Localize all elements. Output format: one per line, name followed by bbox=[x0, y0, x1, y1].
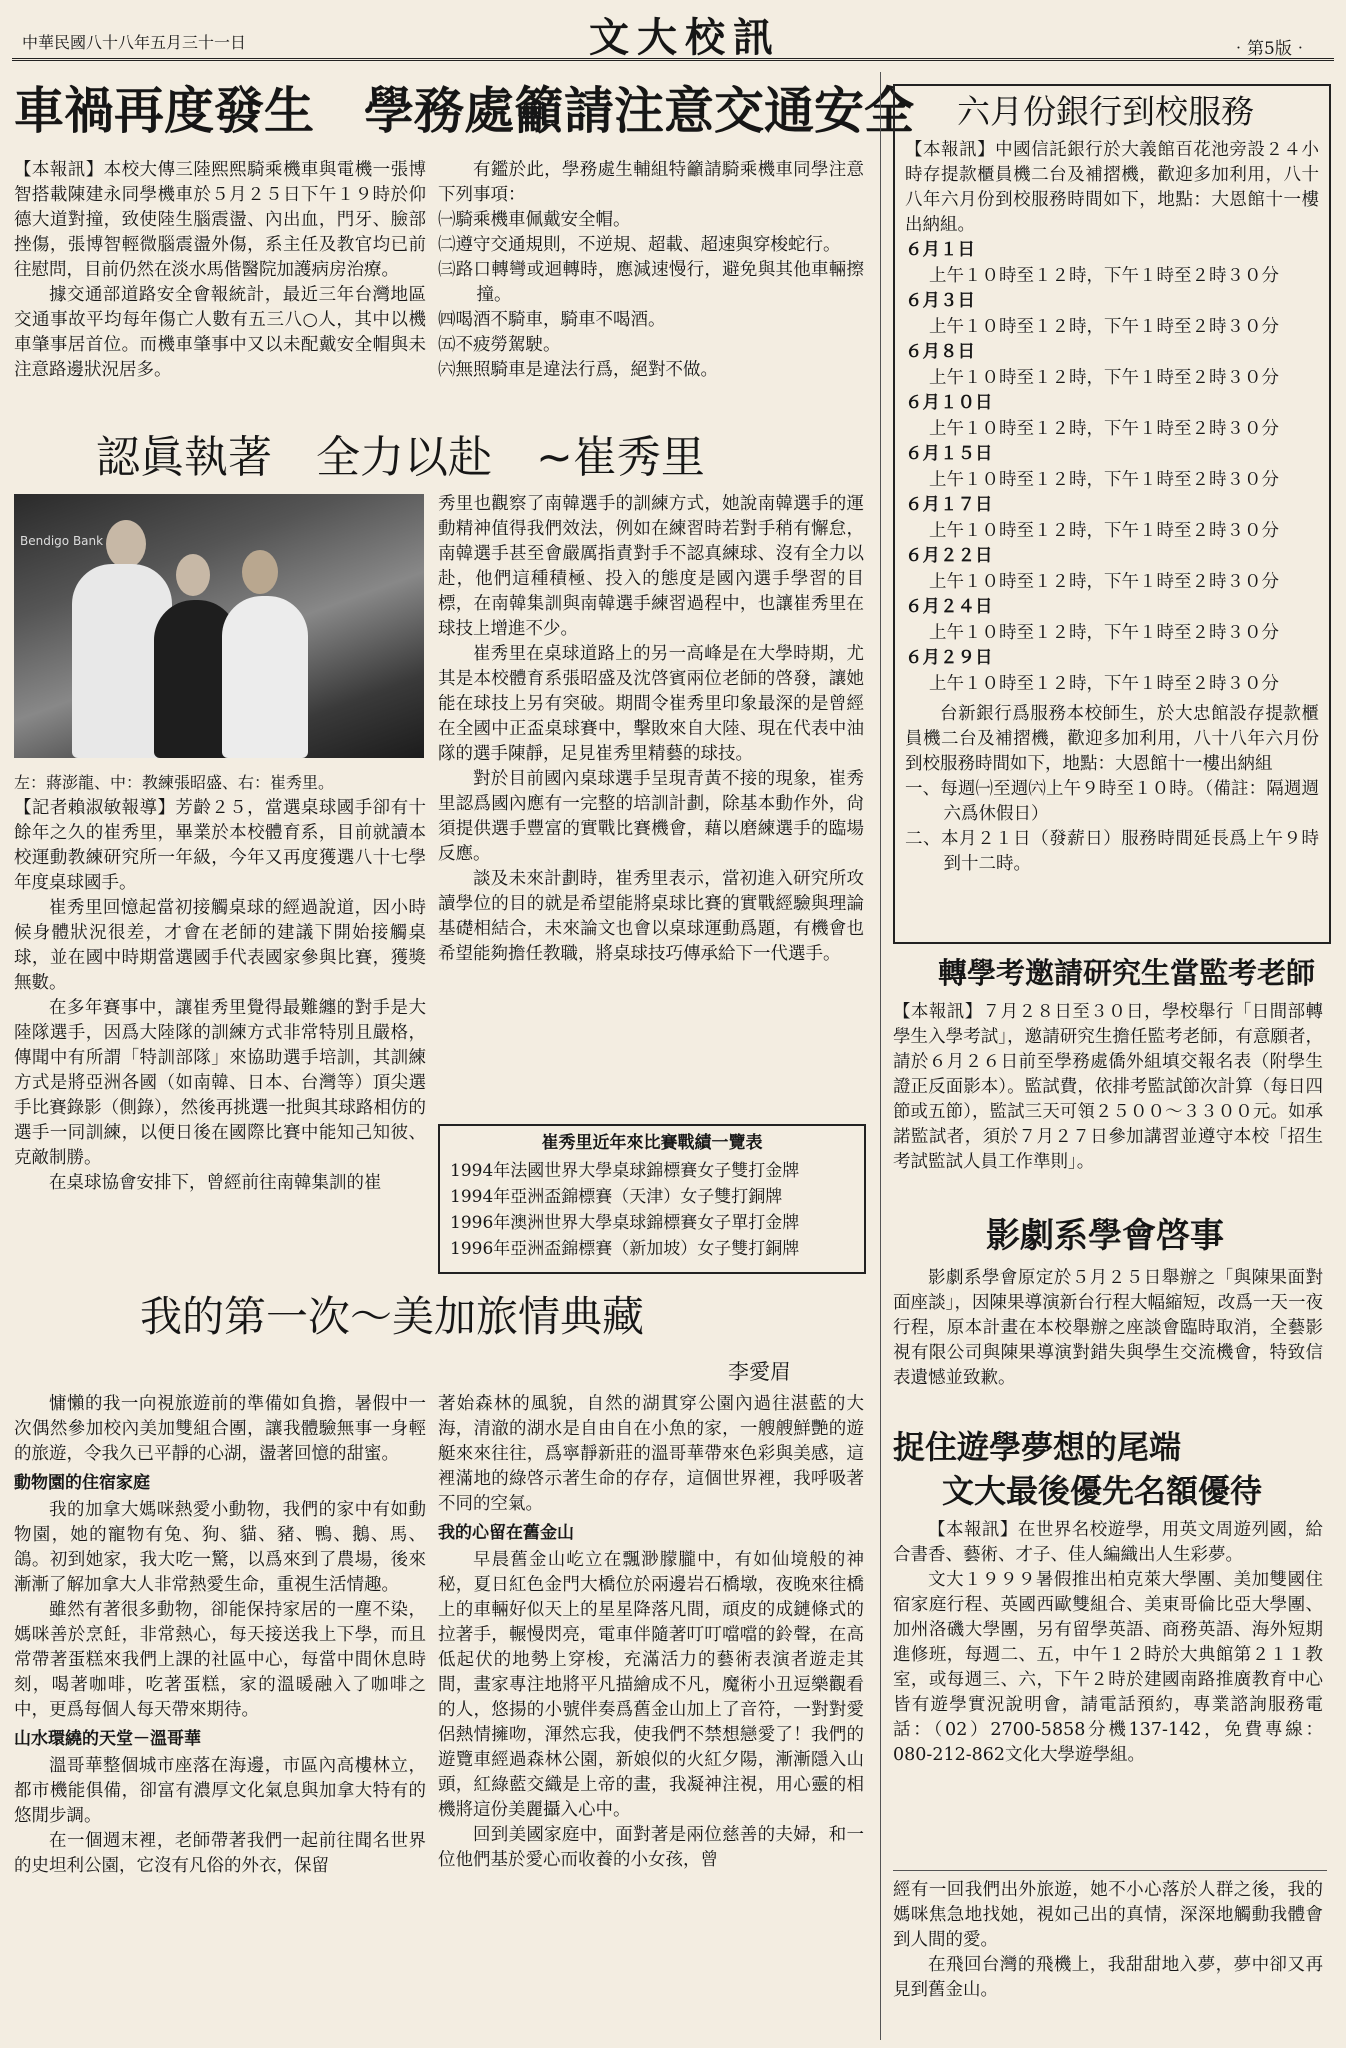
table-tennis-players-photo bbox=[14, 494, 424, 758]
cui-paragraph: 在多年賽事中，讓崔秀里覺得最難纏的對手是大陸隊選手，因爲大陸隊的訓練方式非常特別且嚴格，傳聞中有所謂「特訓部隊」來協助選手培訓，其訓練方式是將亞洲各國（如南韓、日本、台灣等）頂尖選手比賽錄影（側錄），然後再挑選一批與其球路相仿的選手一同訓練，以便日後在國際比賽中能知己知彼、克敵制勝。 bbox=[14, 998, 426, 1168]
schedule-time: 上午１０時至１２時，下午１時至２時３０分 bbox=[929, 469, 1279, 490]
travel-subheading: 我的心留在舊金山 bbox=[438, 1523, 574, 1543]
travel-paragraph: 我的加拿大媽咪熱愛小動物，我們的家中有如動物園，她的寵物有兔、狗、貓、豬、鴨、鵝、馬、鴿。初到她家，我大吃一驚，以爲來到了農場，後來漸漸了解加拿大人非常熱愛生命，重視生活情趣。 bbox=[14, 1500, 426, 1595]
schedule-time: 上午１０時至１２時，下午１時至２時３０分 bbox=[929, 316, 1279, 337]
cui-column-2 bbox=[438, 492, 864, 967]
travel-paragraph: 回到美國家庭中，面對著是兩位慈善的夫婦，和一位他們基於愛心而收養的小女孩，曾 bbox=[438, 1825, 864, 1870]
cui-paragraph: 在桌球協會安排下，曾經前往南韓集訓的崔 bbox=[49, 1173, 382, 1193]
study-paragraph: 文大１９９９暑假推出柏克萊大學團、美加雙國住宿家庭行程、英國西歐雙組合、美東哥倫比亞大學團、加州洛磯大學團，另有留學英語、商務英語、海外短期進修班，每週二、五，中午１２時於大典館第２１１教室，或每週三、六，下午２時於建國南路推廣教育中心皆有遊學實況說明會，請電話預約，專業諮詢服務電話：（02）2700-5858分機137-142，免費專線：080-212-862文化大學遊學組。 bbox=[893, 1570, 1323, 1765]
traffic-paragraph: 據交通部道路安全會報統計，最近三年台灣地區交通事故平均每年傷亡人數有五三八○人，其中以機車肇事居首位。而機車肇事中又以未配戴安全帽與未注意路邊狀況居多。 bbox=[14, 285, 426, 380]
proctor-text: 【本報訊】７月２８日至３０日，學校舉行「日間部轉學生入學考試」，邀請研究生擔任監考老師，有意願者，請於６月２６日前至學務處僑外組填交報名表（附學生證正反面影本）。監試費，依排考監試節次計算（每日四節或五節），監試三天可領２５００～３３００元。如承諾監試者，須於７月２７日參加講習並遵守本校「招生考試監試人員工作準則」。 bbox=[893, 1002, 1323, 1172]
drama-headline: 影劇系學會啓事 bbox=[986, 1216, 1224, 1256]
study-paragraph: 【本報訊】在世界名校遊學，用英文周遊列國，給合書香、藝術、才子、佳人編織出人生彩夢。 bbox=[893, 1520, 1323, 1565]
photo-banner-text: Bendigo Bank bbox=[20, 534, 104, 548]
cui-paragraph: 秀里也觀察了南韓選手的訓練方式，她說南韓選手的運動精神值得我們效法，例如在練習時若對手稍有懈怠，南韓選手甚至會嚴厲指責對手不認真練球、沒有全力以赴，他們這種積極、投入的態度是國內選手學習的目標，在南韓集訓與南韓選手練習過程中，也讓崔秀里在球技上增進不少。 bbox=[438, 494, 864, 639]
column-divider bbox=[880, 72, 881, 2040]
travel-column-1 bbox=[14, 1392, 426, 1879]
travel-column-3 bbox=[893, 1878, 1323, 2003]
record-item: 1994年法國世界大學桌球錦標賽女子雙打金牌 bbox=[450, 1161, 800, 1181]
schedule-date: ６月１０日 bbox=[905, 393, 993, 413]
travel-paragraph: 著始森林的風貌，自然的湖貫穿公園內過往湛藍的大海，清澈的湖水是自由自在小魚的家，一艘艘鮮艷的遊艇來來往往，爲寧靜新莊的溫哥華帶來色彩與美感，這裡滿地的綠啓示著生命的存存，這個世界裡，我呼吸著不同的空氣。 bbox=[438, 1394, 864, 1514]
traffic-column-2 bbox=[438, 158, 864, 383]
study-headline-2: 文大最後優先名額優待 bbox=[942, 1472, 1263, 1510]
player-right-head bbox=[242, 550, 278, 594]
study-headline-1: 捉住遊學夢想的尾端 bbox=[893, 1428, 1182, 1466]
drama-body bbox=[893, 1266, 1323, 1391]
travel-paragraph: 在飛回台灣的飛機上，我甜甜地入夢，夢中卻又再見到舊金山。 bbox=[893, 1955, 1323, 2000]
traffic-rule-item: ㈣喝酒不騎車，騎車不喝酒。 bbox=[438, 310, 666, 330]
record-item: 1994年亞洲盃錦標賽（天津）女子雙打銅牌 bbox=[450, 1187, 783, 1207]
schedule-time: 上午１０時至１２時，下午１時至２時３０分 bbox=[929, 571, 1279, 592]
schedule-time: 上午１０時至１２時，下午１時至２時３０分 bbox=[929, 265, 1279, 286]
schedule-date: ６月２９日 bbox=[905, 648, 993, 668]
traffic-rule-item: ㈢路口轉彎或迴轉時，應減速慢行，避免與其他車輛擦撞。 bbox=[438, 260, 864, 305]
schedule-time: 上午１０時至１２時，下午１時至２時３０分 bbox=[929, 418, 1279, 439]
section-divider bbox=[893, 1870, 1327, 1871]
cui-headline: 認眞執著 全力以赴 ~崔秀里 bbox=[96, 432, 705, 483]
schedule-date: ６月１５日 bbox=[905, 444, 993, 464]
schedule-date: ６月１７日 bbox=[905, 495, 993, 515]
bank-intro bbox=[905, 138, 1319, 238]
travel-paragraph: 在一個週末裡，老師帶著我們一起前往聞名世界的史坦利公園，它沒有凡俗的外衣，保留 bbox=[14, 1831, 426, 1876]
player-left-head bbox=[106, 520, 146, 568]
traffic-column-1 bbox=[14, 158, 426, 383]
photo-caption: 左：蔣澎龍、中：教練張昭盛、右：崔秀里。 bbox=[14, 773, 335, 792]
player-right-figure bbox=[222, 596, 308, 758]
schedule-date: ６月２４日 bbox=[905, 597, 993, 617]
traffic-paragraph: 【本報訊】本校大傳三陸熙熙騎乘機車與電機一張博智搭載陳建永同學機車於５月２５日下午１９時於仰德大道對撞，致使陸生腦震盪、內出血，門牙、臉部挫傷，張博智輕微腦震盪外傷，系主任及教官均已前往慰問，目前仍然在淡水馬偕醫院加護病房治療。 bbox=[14, 160, 426, 280]
bank-second-notice bbox=[905, 702, 1319, 877]
travel-paragraph: 經有一回我們出外旅遊，她不小心落於人群之後，我的媽咪焦急地找她，視如己出的真情，深深地觸動我體會到人間的愛。 bbox=[893, 1880, 1323, 1950]
schedule-time: 上午１０時至１２時，下午１時至２時３０分 bbox=[929, 673, 1279, 694]
schedule-date: ６月２２日 bbox=[905, 546, 993, 566]
proctor-body bbox=[893, 1000, 1323, 1175]
bank-second-text: 台新銀行爲服務本校師生，於大忠館設存提款櫃員機二台及補摺機，歡迎多加利用，八十八年六月份到校服務時間如下，地點：大恩館十一樓出納組 bbox=[905, 704, 1319, 774]
travel-paragraph: 溫哥華整個城市座落在海邊，市區內高樓林立，都市機能俱備，卻富有濃厚文化氣息與加拿大特有的悠閒步調。 bbox=[14, 1756, 426, 1826]
bank-note: 二、本月２１日（發薪日）服務時間延長爲上午９時到十二時。 bbox=[905, 829, 1319, 874]
bank-note: 一、每週㈠至週㈥上午９時至１０時。（備註：隔週週六爲休假日） bbox=[905, 779, 1319, 824]
page-number: ‧第5版‧ bbox=[1230, 39, 1309, 59]
cui-paragraph: 談及未來計劃時，崔秀里表示，當初進入研究所攻讀學位的目的就是希望能將桌球比賽的實戰經驗與理論基礎相結合，未來論文也會以桌球運動爲題，有機會也希望能夠擔任教職，將桌球技巧傳承給下一代選手。 bbox=[438, 869, 864, 964]
traffic-intro: 有鑑於此，學務處生輔組特籲請騎乘機車同學注意下列事項： bbox=[438, 160, 864, 205]
record-box-title: 崔秀里近年來比賽戰績一覽表 bbox=[541, 1133, 763, 1153]
schedule-time: 上午１０時至１２時，下午１時至２時３０分 bbox=[929, 622, 1279, 643]
travel-paragraph: 早晨舊金山屹立在飄渺朦朧中，有如仙境般的神秘，夏日紅色金門大橋位於兩邊岩石橋墩，夜晚來往橋上的車輛好似天上的星星降落凡間，頑皮的成鏈條式的拉著手，輾慢閃亮，電車伴隨著叮叮噹噹的鈴聲，在高低起伏的地勢上穿梭，充滿活力的藝術表演者遊走其間，畫家專注地將平凡描繪成不凡，魔術小丑逗樂觀看的人，悠揚的小號伴奏爲舊金山加上了音符，一對對愛侶熱情擁吻，渾然忘我，使我們不禁想戀愛了！我們的遊覽車經過森林公園，新娘似的火紅夕陽，漸漸隱入山頭，紅綠藍交織是上帝的畫，我凝神注視，用心靈的相機將這份美麗攝入心中。 bbox=[438, 1550, 864, 1820]
cui-paragraph: 崔秀里在桌球道路上的另一高峰是在大學時期，尤其是本校體育系張昭盛及沈啓賓兩位老師的啓發，讓她能在球技上另有突破。期間令崔秀里印象最深的是曾經在全國中正盃桌球賽中，擊敗來自大陸、現在代表中油隊的選手陳靜，足見崔秀里精藝的球技。 bbox=[438, 644, 864, 764]
travel-headline: 我的第一次～美加旅情典藏 bbox=[140, 1292, 645, 1341]
travel-subheading: 動物園的住宿家庭 bbox=[14, 1473, 150, 1493]
traffic-rule-item: ㈥無照騎車是違法行爲，絕對不做。 bbox=[438, 360, 718, 380]
masthead-title: 文大校訊 bbox=[589, 14, 781, 61]
cui-record-box bbox=[438, 1124, 866, 1274]
schedule-date: ６月３日 bbox=[905, 291, 975, 311]
travel-author: 李愛眉 bbox=[728, 1360, 791, 1384]
cui-paragraph: 崔秀里回憶起當初接觸桌球的經過說道，因小時候身體狀況很差，才會在老師的建議下開始接觸桌球，並在國中時期當選國手代表國家參與比賽，獲獎無數。 bbox=[14, 898, 426, 993]
bank-intro-text: 【本報訊】中國信託銀行於大義館百花池旁設２４小時存提款櫃員機二台及補摺機，歡迎多加利用，八十八年六月份到校服務時間如下，地點：大恩館十一樓出納組。 bbox=[905, 140, 1319, 235]
traffic-headline: 車禍再度發生 學務處籲請注意交通安全 bbox=[14, 82, 914, 140]
schedule-time: 上午１０時至１２時，下午１時至２時３０分 bbox=[929, 520, 1279, 541]
record-item: 1996年亞洲盃錦標賽（新加坡）女子雙打銅牌 bbox=[450, 1239, 800, 1259]
drama-text: 影劇系學會原定於５月２５日舉辦之「與陳果面對面座談」，因陳果導演新台行程大幅縮短，改爲一天一夜行程，原本計畫在本校舉辦之座談會臨時取消，全藝影視有限公司與陳果導演對錯失與學生交流機會，特致信表遺憾並致歉。 bbox=[893, 1268, 1323, 1388]
study-body bbox=[893, 1518, 1323, 1768]
header-rule bbox=[12, 58, 1334, 61]
traffic-rule-item: ㈠騎乘機車佩戴安全帽。 bbox=[438, 210, 631, 230]
bank-schedule bbox=[905, 238, 1319, 697]
travel-paragraph: 慵懶的我一向視旅遊前的準備如負擔，暑假中一次偶然參加校內美加雙組合團，讓我體驗無事一身輕的旅遊，令我久已平靜的心湖，盪著回憶的甜蜜。 bbox=[14, 1394, 426, 1464]
travel-column-2 bbox=[438, 1392, 864, 1873]
cui-paragraph: 對於目前國內桌球選手呈現青黃不接的現象，崔秀里認爲國內應有一完整的培訓計劃，除基本動作外，尙須提供選手豐富的實戰比賽機會，藉以磨練選手的臨場反應。 bbox=[438, 769, 864, 864]
cui-column-1 bbox=[14, 796, 426, 1196]
schedule-time: 上午１０時至１２時，下午１時至２時３０分 bbox=[929, 367, 1279, 388]
cui-paragraph: 【記者賴淑敏報導】芳齡２５，當選桌球國手卻有十餘年之久的崔秀里，畢業於本校體育系，目前就讀本校運動教練研究所一年級，今年又再度獲選八十七學年度桌球國手。 bbox=[14, 798, 426, 893]
schedule-date: ６月１日 bbox=[905, 240, 975, 260]
proctor-headline: 轉學考邀請研究生當監考老師 bbox=[938, 956, 1316, 990]
issue-date: 中華民國八十八年五月三十一日 bbox=[22, 33, 247, 52]
travel-paragraph: 雖然有著很多動物，卻能保持家居的一塵不染，媽咪善於烹飪，非常熱心，每天接送我上下學，而且常帶著蛋糕來我們上課的社區中心，每當中間休息時刻，喝著咖啡，吃著蛋糕，家的溫暖融入了咖啡之中，更爲每個人每天帶來期待。 bbox=[14, 1600, 426, 1720]
travel-subheading: 山水環繞的天堂－溫哥華 bbox=[14, 1729, 201, 1749]
bank-headline: 六月份銀行到校服務 bbox=[957, 92, 1254, 131]
coach-head bbox=[176, 554, 210, 596]
traffic-rule-item: ㈡遵守交通規則，不逆規、超載、超速與穿梭蛇行。 bbox=[438, 235, 841, 255]
record-item: 1996年澳洲世界大學桌球錦標賽女子單打金牌 bbox=[450, 1213, 800, 1233]
traffic-rule-item: ㈤不疲勞駕駛。 bbox=[438, 335, 561, 355]
schedule-date: ６月８日 bbox=[905, 342, 975, 362]
